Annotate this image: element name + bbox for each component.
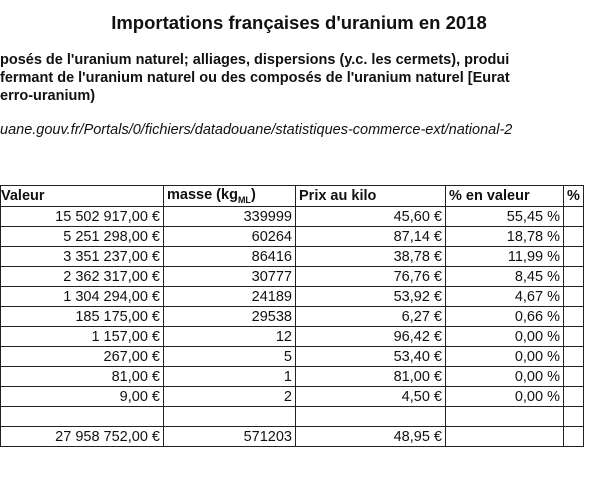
cell-valeur: 1 304 294,00 €: [1, 287, 164, 307]
cell-pct: 0,66 %: [446, 307, 564, 327]
cell-extra: [564, 327, 584, 347]
cell-extra: [564, 307, 584, 327]
cell-masse: [164, 407, 296, 427]
cell-valeur: 267,00 €: [1, 347, 164, 367]
cell-valeur: 3 351 237,00 €: [1, 247, 164, 267]
header-masse-label: masse (kg: [167, 187, 238, 204]
table-row: [1, 387, 584, 407]
cell-valeur: 5 251 298,00 €: [1, 227, 164, 247]
cell-masse: 339999: [164, 207, 296, 227]
total-extra: [564, 427, 584, 447]
cell-valeur: 185 175,00 €: [1, 307, 164, 327]
cell-valeur: 2 362 317,00 €: [1, 267, 164, 287]
cell-pct: 0,00 %: [446, 367, 564, 387]
cell-extra: [564, 367, 584, 387]
cell-valeur: 15 502 917,00 €: [1, 207, 164, 227]
header-pct: % en valeur: [446, 186, 564, 207]
cell-pct: 18,78 %: [446, 227, 564, 247]
description-line: posés de l'uranium naturel; alliages, dispersions (y.c. les cermets), produi: [0, 52, 510, 68]
total-prix: 48,95 €: [296, 427, 446, 447]
cell-pct: 0,00 %: [446, 327, 564, 347]
cell-extra: [564, 227, 584, 247]
cell-extra: [564, 267, 584, 287]
total-valeur: 27 958 752,00 €: [1, 427, 164, 447]
table-row: [1, 227, 584, 247]
cell-prix: 96,42 €: [296, 327, 446, 347]
table-row: [1, 247, 584, 267]
table-row: [1, 347, 584, 367]
total-pct: [446, 427, 564, 447]
cell-masse: 86416: [164, 247, 296, 267]
cell-prix: 87,14 €: [296, 227, 446, 247]
cell-valeur: [1, 407, 164, 427]
cell-pct: [446, 407, 564, 427]
cell-pct: 8,45 %: [446, 267, 564, 287]
cell-extra: [564, 387, 584, 407]
product-description: [0, 51, 510, 105]
table-row: [1, 407, 584, 427]
page-title: Importations françaises d'uranium en 2018: [111, 12, 487, 33]
header-masse: [164, 186, 296, 207]
table-row: [1, 327, 584, 347]
cell-valeur: 81,00 €: [1, 367, 164, 387]
cell-prix: 76,76 €: [296, 267, 446, 287]
table-row: [1, 267, 584, 287]
imports-table: [0, 185, 584, 447]
table-header-row: [1, 186, 584, 207]
cell-prix: [296, 407, 446, 427]
header-valeur: Valeur: [1, 186, 164, 207]
cell-masse: 2: [164, 387, 296, 407]
cell-extra: [564, 247, 584, 267]
cell-prix: 53,92 €: [296, 287, 446, 307]
source-url: uane.gouv.fr/Portals/0/fichiers/datadouane/statistiques-commerce-ext/national-2: [0, 122, 513, 138]
cell-valeur: 1 157,00 €: [1, 327, 164, 347]
description-line: fermant de l'uranium naturel ou des composés de l'uranium naturel [Eurat: [0, 70, 510, 86]
cell-masse: 30777: [164, 267, 296, 287]
cell-masse: 12: [164, 327, 296, 347]
cell-masse: 1: [164, 367, 296, 387]
cell-prix: 81,00 €: [296, 367, 446, 387]
table-body: [1, 207, 584, 447]
cell-extra: [564, 287, 584, 307]
cell-prix: 6,27 €: [296, 307, 446, 327]
description-line: erro-uranium): [0, 88, 96, 104]
cell-pct: 11,99 %: [446, 247, 564, 267]
cell-prix: 53,40 €: [296, 347, 446, 367]
cell-masse: 29538: [164, 307, 296, 327]
table-row: [1, 287, 584, 307]
cell-pct: 55,45 %: [446, 207, 564, 227]
cell-pct: 0,00 %: [446, 347, 564, 367]
total-masse: 571203: [164, 427, 296, 447]
cell-pct: 0,00 %: [446, 387, 564, 407]
header-prix: Prix au kilo: [296, 186, 446, 207]
table-total-row: [1, 427, 584, 447]
cell-valeur: 9,00 €: [1, 387, 164, 407]
cell-prix: 38,78 €: [296, 247, 446, 267]
table-row: [1, 367, 584, 387]
cell-extra: [564, 207, 584, 227]
cell-prix: 45,60 €: [296, 207, 446, 227]
cell-extra: [564, 407, 584, 427]
table-row: [1, 307, 584, 327]
header-extra: %: [564, 186, 584, 207]
cell-masse: 24189: [164, 287, 296, 307]
table-row: [1, 207, 584, 227]
cell-masse: 60264: [164, 227, 296, 247]
cell-prix: 4,50 €: [296, 387, 446, 407]
header-masse-close: ): [250, 187, 256, 204]
cell-pct: 4,67 %: [446, 287, 564, 307]
header-masse-unit: ML: [237, 194, 251, 205]
cell-masse: 5: [164, 347, 296, 367]
cell-extra: [564, 347, 584, 367]
